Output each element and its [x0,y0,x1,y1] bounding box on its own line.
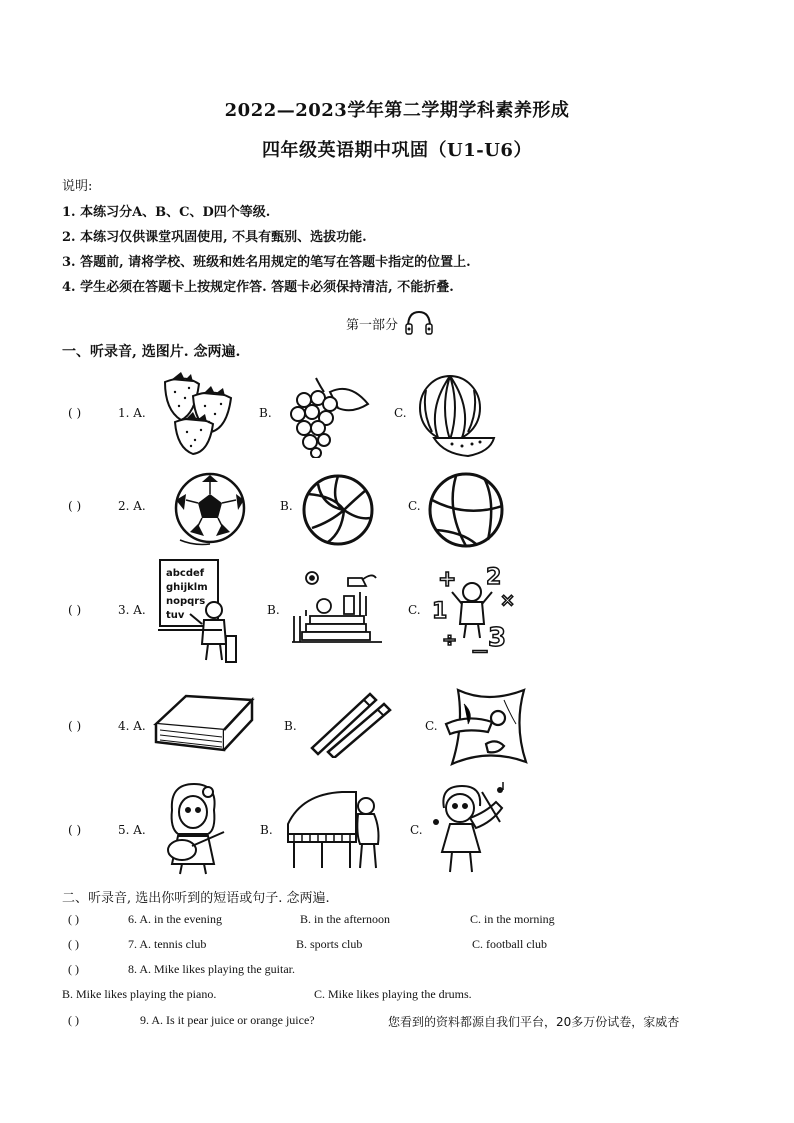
option-a-label: 3. A. [118,603,146,617]
q7-option-c: C. football club [472,937,547,951]
headphones-icon [404,309,434,337]
answer-paren: ( ) [68,719,82,733]
option-c-label: C. [410,823,423,837]
watermark-text: 您看到的资料都源自我们平台，20多万份试卷，家威杏 [388,1015,680,1029]
svg-text:3: 3 [488,623,507,653]
svg-text:abcdef: abcdef [166,568,205,579]
answer-paren: ( ) [68,1013,79,1027]
grapes-picture [280,374,372,458]
answer-paren: ( ) [68,912,79,926]
note-item: 4. 学生必须在答题卡上按规定作答. 答题卡必须保持清洁, 不能折叠. [62,280,454,295]
english-class-picture [156,558,238,664]
q6-option-c: C. in the morning [470,912,555,926]
q8-option-a: 8. A. Mike likes playing the guitar. [128,962,295,976]
option-b-label: B. [280,499,293,513]
answer-paren: ( ) [68,962,79,976]
football-picture [170,470,252,548]
girl-violin-picture [430,782,514,878]
option-c-label: C. [408,499,421,513]
document-title: 2022—2023学年第二学期学科素养形成 [224,100,570,121]
option-b-label: B. [284,719,297,733]
watermelon-picture [412,372,498,458]
book-picture [152,690,256,762]
answer-paren: ( ) [68,603,82,617]
option-a-label: 2. A. [118,499,146,513]
q6-option-a: 6. A. in the evening [128,912,222,926]
svg-text:ghijklm: ghijklm [166,582,208,593]
svg-text:tuv: tuv [166,610,185,621]
q8-option-b: B. Mike likes playing the piano. [62,987,217,1001]
science-class-picture [290,566,384,646]
svg-text:÷: ÷ [442,630,458,651]
document-subtitle: 四年级英语期中巩固（U1-U6） [262,140,532,161]
maths-class-picture [428,562,522,658]
basketball-picture [426,470,506,550]
chopsticks-picture [306,682,394,758]
q8-option-c: C. Mike likes playing the drums. [314,987,472,1001]
option-c-label: C. [394,406,407,420]
q7-option-b: B. sports club [296,937,363,951]
answer-paren: ( ) [68,937,79,951]
note-item: 2. 本练习仅供课堂巩固使用, 不具有甄别、选拔功能. [62,230,367,245]
option-c-label: C. [408,603,421,617]
girl-piano-picture [282,784,382,872]
option-a-label: 4. A. [118,719,146,733]
svg-text:×: × [500,590,516,611]
section-one-title: 一、听录音, 选图片. 念两遍. [62,344,241,360]
answer-paren: ( ) [68,823,82,837]
option-a-label: 5. A. [118,823,146,837]
q6-option-b: B. in the afternoon [300,912,390,926]
svg-text:nopqrs: nopqrs [166,596,206,607]
option-b-label: B. [259,406,272,420]
option-b-label: B. [260,823,273,837]
svg-text:—: — [472,641,488,658]
girl-guitar-picture [158,780,228,876]
svg-text:1: 1 [432,599,448,624]
note-item: 3. 答题前, 请将学校、班级和姓名用规定的笔写在答题卡指定的位置上. [62,255,471,270]
option-a-label: 1. A. [118,406,146,420]
pillow-picture [444,684,532,770]
svg-text:+: + [438,567,457,592]
answer-paren: ( ) [68,406,82,420]
option-b-label: B. [267,603,280,617]
note-item: 1. 本练习分A、B、C、D四个等级. [62,205,271,220]
section-two-title: 二、听录音, 选出你听到的短语或句子. 念两遍. [62,891,330,906]
part-one-heading [346,309,434,337]
option-c-label: C. [425,719,438,733]
volleyball-picture [300,472,380,548]
svg-text:2: 2 [486,565,502,590]
answer-paren: ( ) [68,499,82,513]
q9-option-a: 9. A. Is it pear juice or orange juice? [140,1013,315,1027]
q7-option-a: 7. A. tennis club [128,937,207,951]
strawberries-picture [155,370,237,456]
part-one-label: 第一部分 [346,317,399,333]
notes-label: 说明: [62,179,93,194]
